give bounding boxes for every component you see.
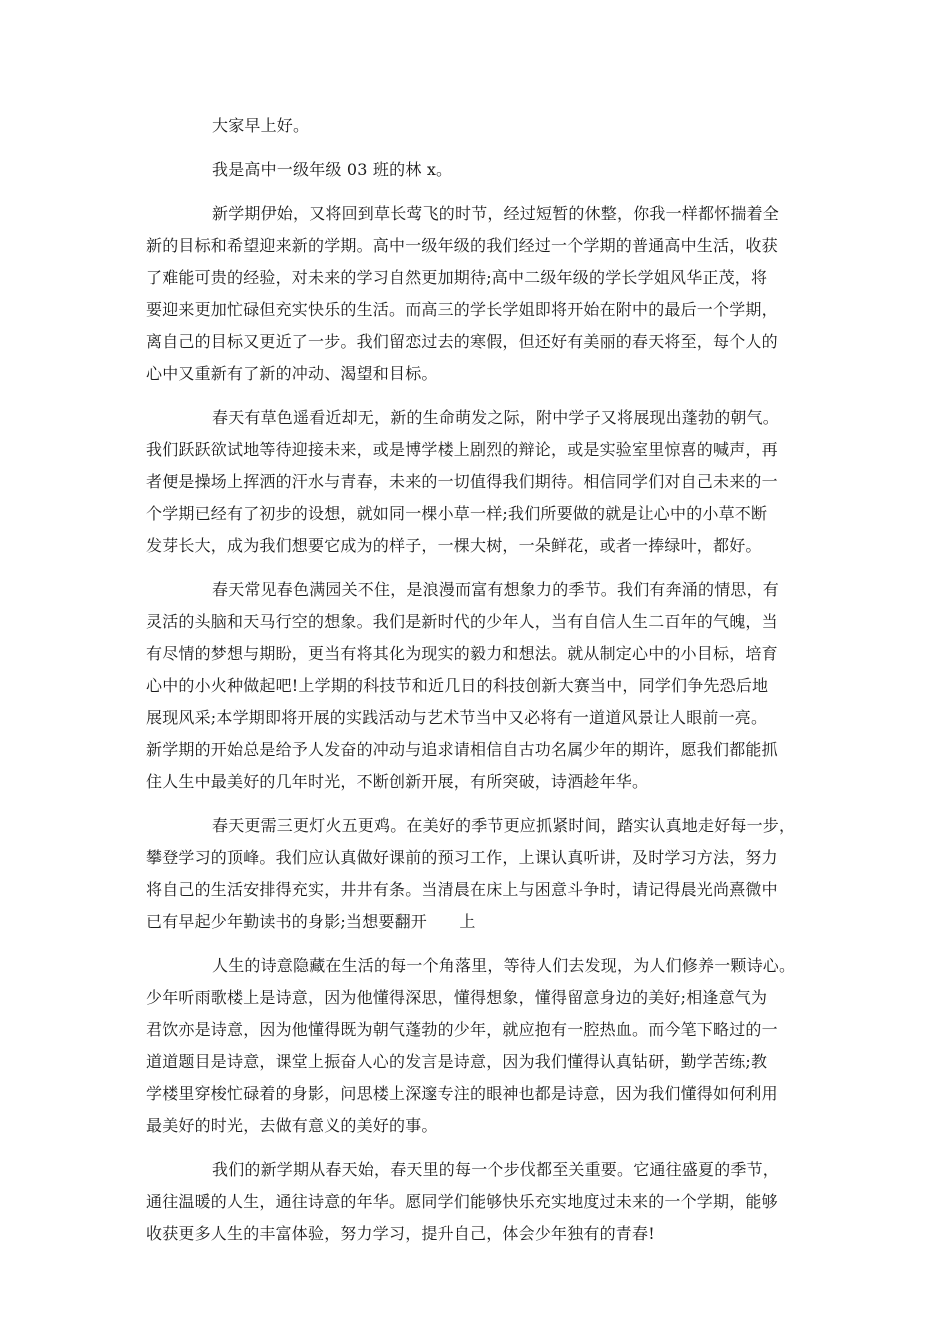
text-line: 通往温暖的人生，通往诗意的年华。愿同学们能够快乐充实地度过未来的一个学期，能够 (146, 1192, 778, 1211)
closing-paragraph (146, 1154, 806, 1250)
text-line: 将自己的生活安排得充实，井井有条。当清晨在床上与困意斗争时，请记得晨光尚熹微中 (146, 880, 778, 899)
text-line: 发芽长大，成为我们想要它成为的样子，一棵大树，一朵鲜花，或者一捧绿叶，都好。 (146, 536, 762, 555)
text-line: 住人生中最美好的几年时光，不断创新开展，有所突破，诗酒趁年华。 (146, 772, 649, 791)
text-line: 新的目标和希望迎来新的学期。高中一级年级的我们经过一个学期的普通高中生活，收获 (146, 236, 778, 255)
text-line: 君饮亦是诗意，因为他懂得既为朝气蓬勃的少年，就应抱有一腔热血。而今笔下略过的一 (146, 1020, 778, 1039)
text-line: 新学期伊始，又将回到草长莺飞的时节，经过短暂的休整，你我一样都怀揣着全 (212, 204, 780, 223)
text-line: 大家早上好。 (212, 116, 310, 135)
text-line: 攀登学习的顶峰。我们应认真做好课前的预习工作，上课认真听讲，及时学习方法，努力 (146, 848, 778, 867)
self-introduction-paragraph (146, 154, 806, 186)
spring-grass-paragraph (146, 402, 806, 562)
new-semester-paragraph (146, 198, 806, 390)
text-line: 收获更多人生的丰富体验，努力学习，提升自己，体会少年独有的青春! (146, 1224, 655, 1243)
text-line: 个学期已经有了初步的设想，就如同一棵小草一样;我们所要做的就是让心中的小草不断 (146, 504, 768, 523)
text-line: 春天有草色遥看近却无，新的生命萌发之际，附中学子又将展现出蓬勃的朝气。 (212, 408, 780, 427)
text-line: 春天常见春色满园关不住，是浪漫而富有想象力的季节。我们有奔涌的情思，有 (212, 580, 780, 599)
text-line: 最美好的时光，去做有意义的美好的事。 (146, 1116, 438, 1135)
text-line: 我是高中一级年级 03 班的林 x。 (212, 160, 453, 179)
text-line: 道道题目是诗意，课堂上振奋人心的发言是诗意，因为我们懂得认真钻研，勤学苦练;教 (146, 1052, 768, 1071)
text-line: 已有早起少年勤读书的身影;当想要翻开 上 (146, 912, 476, 931)
text-line: 灵活的头脑和天马行空的想象。我们是新时代的少年人，当有自信人生二百年的气魄，当 (146, 612, 778, 631)
text-line: 新学期的开始总是给予人发奋的冲动与追求请相信自古功名属少年的期许，愿我们都能抓 (146, 740, 778, 759)
text-line: 有尽情的梦想与期盼，更当有将其化为现实的毅力和想法。就从制定心中的小目标，培育 (146, 644, 778, 663)
poetry-paragraph (146, 950, 806, 1142)
text-line: 了难能可贵的经验，对未来的学习自然更加期待;高中二级年级的学长学姐风华正茂，将 (146, 268, 768, 287)
text-line: 我们的新学期从春天始，春天里的每一个步伐都至关重要。它通往盛夏的季节， (212, 1160, 780, 1179)
text-line: 少年听雨歌楼上是诗意，因为他懂得深思，懂得想象，懂得留意身边的美好;相逢意气为 (146, 988, 768, 1007)
text-line: 离自己的目标又更近了一步。我们留恋过去的寒假，但还好有美丽的春天将至，每个人的 (146, 332, 778, 351)
document-page (146, 110, 806, 1250)
diligence-paragraph (146, 810, 806, 938)
text-line: 心中的小火种做起吧!上学期的科技节和近几日的科技创新大赛当中，同学们争先恐后地 (146, 676, 769, 695)
text-line: 我们跃跃欲试地等待迎接未来，或是博学楼上剧烈的辩论，或是实验室里惊喜的喊声，再 (146, 440, 778, 459)
text-line: 春天更需三更灯火五更鸡。在美好的季节更应抓紧时间，踏实认真地走好每一步， (212, 816, 796, 835)
text-line: 者便是操场上挥洒的汗水与青春，未来的一切值得我们期待。相信同学们对自己未来的一 (146, 472, 778, 491)
text-line: 展现风采;本学期即将开展的实践活动与艺术节当中又必将有一道道风景让人眼前一亮。 (146, 708, 768, 727)
spring-garden-paragraph (146, 574, 806, 798)
text-line: 学楼里穿梭忙碌着的身影，问思楼上深邃专注的眼神也都是诗意，因为我们懂得如何利用 (146, 1084, 778, 1103)
text-line: 要迎来更加忙碌但充实快乐的生活。而高三的学长学姐即将开始在附中的最后一个学期， (146, 300, 778, 319)
text-line: 心中又重新有了新的冲动、渴望和目标。 (146, 364, 438, 383)
text-line: 人生的诗意隐藏在生活的每一个角落里，等待人们去发现，为人们修养一颗诗心。 (212, 956, 796, 975)
greeting-paragraph (146, 110, 806, 142)
